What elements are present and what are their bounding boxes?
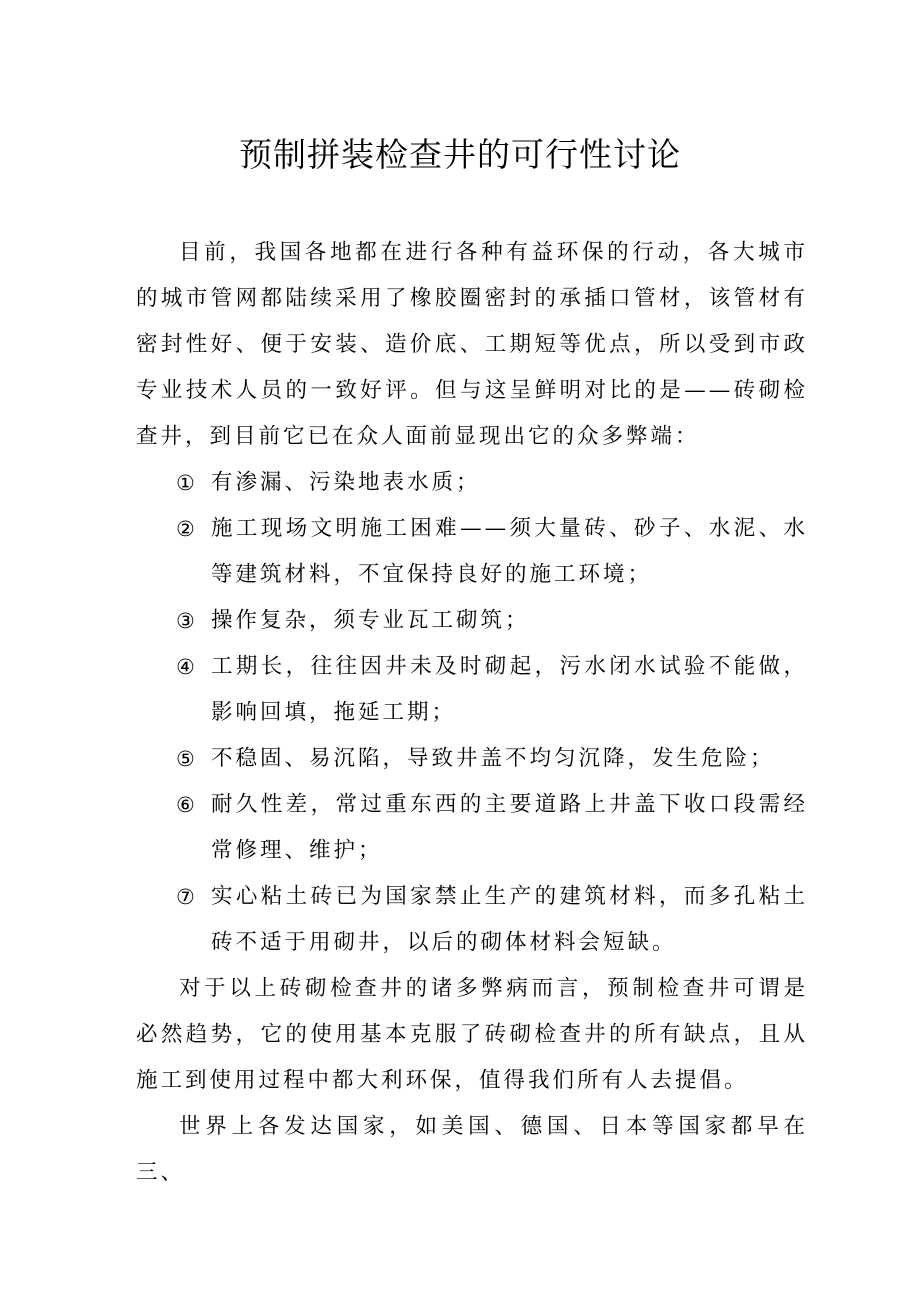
list-number: ⑤	[176, 747, 198, 771]
drawbacks-list	[136, 460, 808, 966]
list-item-text: 操作复杂，须专业瓦工砌筑；	[211, 608, 530, 633]
list-item	[136, 644, 808, 736]
list-item	[136, 736, 808, 782]
list-item-text: 工期长，往往因井未及时砌起，污水闭水试验不能做，影响回填，拖延工期；	[211, 654, 808, 725]
next-paragraph: 世界上各发达国家，如美国、德国、日本等国家都早在三、	[136, 1114, 808, 1185]
list-item	[136, 874, 808, 966]
list-number: ②	[176, 517, 198, 541]
list-number: ⑦	[176, 885, 198, 909]
intro-paragraph: 目前，我国各地都在进行各种有益环保的行动，各大城市的城市管网都陆续采用了橡胶圈密封的承插口管材，该管材有密封性好、便于安装、造价底、工期短等优点，所以受到市政专业技术人员的一致好评。但与这呈鲜明对比的是——砖砌检查井，到目前它已在众人面前显现出它的众多弊端：	[136, 240, 808, 449]
list-number: ④	[176, 655, 198, 679]
document-title: 预制拼装检查井的可行性讨论	[239, 135, 681, 174]
list-item	[136, 460, 808, 506]
list-number: ③	[176, 609, 198, 633]
list-number: ⑥	[176, 793, 198, 817]
list-item-text: 耐久性差，常过重东西的主要道路上井盖下收口段需经常修理、维护；	[211, 792, 808, 863]
list-item-text: 施工现场文明施工困难——须大量砖、砂子、水泥、水等建筑材料，不宜保持良好的施工环境；	[211, 516, 808, 587]
list-item-text: 不稳固、易沉陷，导致井盖不均匀沉降，发生危险；	[211, 746, 775, 771]
document-body	[136, 230, 808, 1196]
list-item	[136, 598, 808, 644]
list-item	[136, 506, 808, 598]
conclusion-paragraph: 对于以上砖砌检查井的诸多弊病而言，预制检查井可谓是必然趋势，它的使用基本克服了砖砌检查井的所有缺点，且从施工到使用过程中都大利环保，值得我们所有人去提倡。	[136, 976, 808, 1093]
list-number: ①	[176, 471, 198, 495]
list-item-text: 实心粘土砖已为国家禁止生产的建筑材料，而多孔粘土砖不适于用砌井，以后的砌体材料会短缺。	[211, 884, 808, 955]
list-item	[136, 782, 808, 874]
list-item-text: 有渗漏、污染地表水质；	[211, 470, 481, 495]
